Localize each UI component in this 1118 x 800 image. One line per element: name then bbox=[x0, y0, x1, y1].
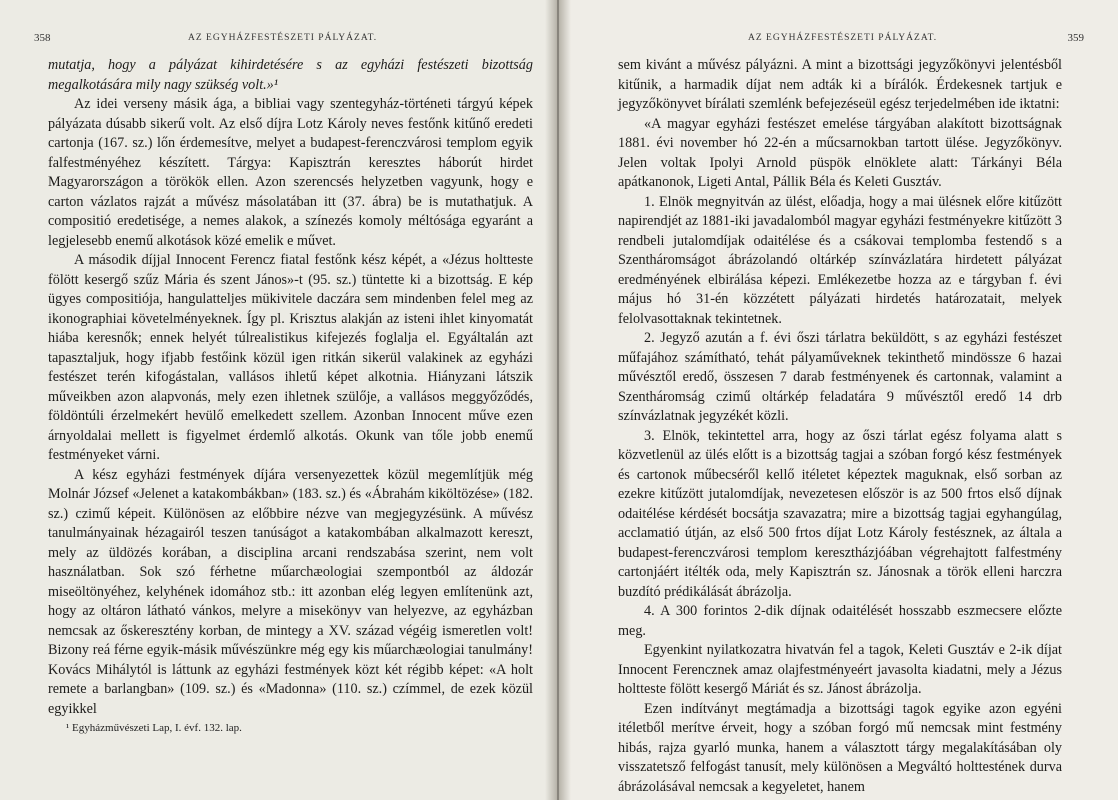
paragraph: 1. Elnök megnyitván az ülést, előadja, hogy a mai ülésnek előre kitűzött napirendjét az 1881-iki javadalomból magyar egyházi festményekre kitűzött 3 rendbeli jutalomdíjak odaitélése és a csákovai templomba festendő s a Szentháromságot ábrázolandó oltárkép színvázlatára hirdetett pályázat eredményének elbirálása képezi. Emlékezetbe hozza az e tárgyban f. évi május hó 31-én közzétett pályázati hirdetés határozatait, melyek felolvasottaknak tekintetnek. bbox=[618, 193, 1062, 327]
paragraph: A kész egyházi festmények díjára versenyezettek közül megemlítjük még Molnár József «Jelenet a katakombákban» (183. sz.) és «Ábrahám kiköltözése» (182. sz.) czimű képeit. Különösen az előbbire nézve van megjegyzésünk. A művész tanulmányainak hézagairól teszen tanúságot a katakombában alkalmazott kereszt, mely az üldözés korában, a disciplina arcani rendszabása szerint, nem volt használatban. Sok szó férhetne műarchæologiai szempontból az áldozár miseöltönyéhez, kelyhének idomához stb.: itt azonban elég legyen említenünk azt, hogy az oltáron látható vánkos, melyre a misekönyv van helyezve, az egyházban nemcsak az őskeresztény korban, de mintegy a XV. század végéig ismeretlen volt! Bizony reá férne egyik-másik művészünkre még egy kis műarchæologiai tanulmány! Kovács Mihálytól is láttunk az egyházi festmények közt két régibb képet: «A holt remete a barlangban» (109. sz.) és «Madonna» (110. sz.) czímmel, de ezek közül egyikkel bbox=[48, 466, 533, 717]
left-page-body bbox=[48, 56, 533, 719]
paragraph: 4. A 300 forintos 2-dik díjnak odaitélését hosszabb eszmecsere előzte meg. bbox=[618, 603, 1062, 639]
right-page-number: 359 bbox=[1067, 32, 1084, 44]
paragraph: 3. Elnök, tekintettel arra, hogy az őszi tárlat egész folyama alatt s közvetlenül az ülés előtt is a bizottság tagjai a szóban forgó kész festmények és cartonok műbecséről kellő itéletet képeztek maguknak, első sorban az ezekre kitűzött jutalomdíjak, nevezetesen először is az 500 frtos első díjnak odaitélése kérdését bocsátja szavazatra; mire a bizottság tagjai egyhangúlag, acclamatió útján, az első 500 frtos díjat Lotz Károly festésznek, az általa a budapest-ferenczvárosi templom keresztházjóában végrehajtott falfestmény cartonjáért itélték oda, mely Kapisztrán sz. Jánosnak a török elleni harczra buzdító prédikálását ábrázolja. bbox=[618, 427, 1062, 600]
left-page bbox=[0, 0, 557, 800]
right-running-head: AZ EGYHÁZFESTÉSZETI PÁLYÁZAT. bbox=[748, 33, 938, 43]
footnote: ¹ Egyházművészeti Lap, I. évf. 132. lap. bbox=[66, 722, 242, 734]
paragraph: 2. Jegyző azután a f. évi őszi tárlatra beküldött, s az egyházi festészet műfajához számítható, tehát pályaműveknek tekinthető mindössze 6 hazai művésztől eredő, összesen 7 darab festményenek és cartonnak, valamint a Szentháromság czimű oltárkép feladatára 9 művésztől eredő 14 drb színvázlatnak jegyzékét közli. bbox=[618, 330, 1062, 424]
paragraph: Az idei verseny másik ága, a bibliai vagy szentegyház-történeti tárgyú képek pályázata dúsabb sikerű volt. Az első díjra Lotz Károly neves festőnk kitűnő eredeti cartonja (167. sz.) lőn érdemesítve, melyet a budapest-ferenczvárosi templom egyik falfestményéhez készített. Tárgya: Kapisztrán keresztes háborút hirdet Magyarországon a törökök ellen. Azon szerencsés helyzetben vagyunk, hogy e carton vázlatos rajzát a művész másolatában itt (37. ábra) be is mutathatjuk. A compositió eredetisége, a nemes alakok, a színezés komoly méltósága egyaránt a legjelesebb enemű alkotások közé emelik e művet. bbox=[48, 96, 533, 249]
paragraph: A második díjjal Innocent Ferencz fiatal festőnk kész képét, a «Jézus holtteste fölött kesergő szűz Mária és szent János»-t (95. sz.) tüntette ki a bizottság. E kép ügyes compositiója, hangulatteljes mükivitele daczára sem mindenben felel meg az ikonographiai követelményeknek. Így pl. Krisztus alakján az isteni ihlet kinyomatát hiába keresnők; ennek helyét túlrealistikus kifejezés foglalja el. Egyáltalán azt tapasztaljuk, hogy ifjabb festőink közül igen ritkán sikerül valakinek az egyházi festészet terén kifogástalan, vallásos ihletű képet alkotnia. Hiányzani látszik műveikben azon alapvonás, mely ezen ihletnek szülője, a vallásos meggyőződés, földöntúli érzelmekért hevülő emelkedett szellem. Azonban Innocent műve ezen árnyoldalai mellett is figyelmet érdemlő alkotás. Okunk van tőle jobb enemű festményeket várni. bbox=[48, 252, 533, 463]
right-page-header bbox=[618, 32, 1084, 50]
paragraph: Egyenkint nyilatkozatra hivatván fel a tagok, Keleti Gusztáv e 2-ik díjat Innocent Ferencznek amaz olajfestményeért javasolta kiadatni, mely a Jézus holtteste fölött kesergő Máriát és sz. Jánost ábrázolja. bbox=[618, 642, 1062, 697]
left-page-header bbox=[34, 32, 533, 50]
left-running-head: AZ EGYHÁZFESTÉSZETI PÁLYÁZAT. bbox=[188, 33, 378, 43]
paragraph: «A magyar egyházi festészet emelése tárgyában alakított bizottságnak 1881. évi november hó 22-én a műcsarnokban tartott ülése. Jegyzőkönyv. Jelen voltak Ipolyi Arnold püspök elnöklete alatt: Tárkányi Béla apátkanonok, Ligeti Antal, Pállik Béla és Keleti Gusztáv. bbox=[618, 115, 1062, 190]
paragraph: mutatja, hogy a pályázat kihirdetésére s az egyházi festészeti bizottság megalkotására mily nagy szükség volt.»¹ bbox=[48, 57, 533, 93]
left-page-number: 358 bbox=[34, 32, 51, 44]
paragraph: Ezen indítványt megtámadja a bizottsági tagok egyike azon egyéni itéletből merítve érveit, hogy a szóban forgó mű nemcsak mint festmény hibás, rajza gyarló munka, hanem a választott tárgy megalakításában oly visszatetsző felfogást tanusít, mely különösen a Megváltó holttestének durva ábrázolásával nemcsak a kegyeletet, hanem bbox=[618, 700, 1062, 795]
paragraph: sem kivánt a művész pályázni. A mint a bizottsági jegyzőkönyvi jelentésből kitűnik, a harmadik díjat nem adták ki a bírálók. Érdekesnek tartjuk e jegyzőkönyvet bírálati szemlénk befejezéseül egész terjedelmében ide iktatni: bbox=[618, 57, 1062, 112]
right-page bbox=[560, 0, 1118, 800]
right-page-body bbox=[618, 56, 1062, 797]
book-gutter bbox=[545, 0, 571, 800]
